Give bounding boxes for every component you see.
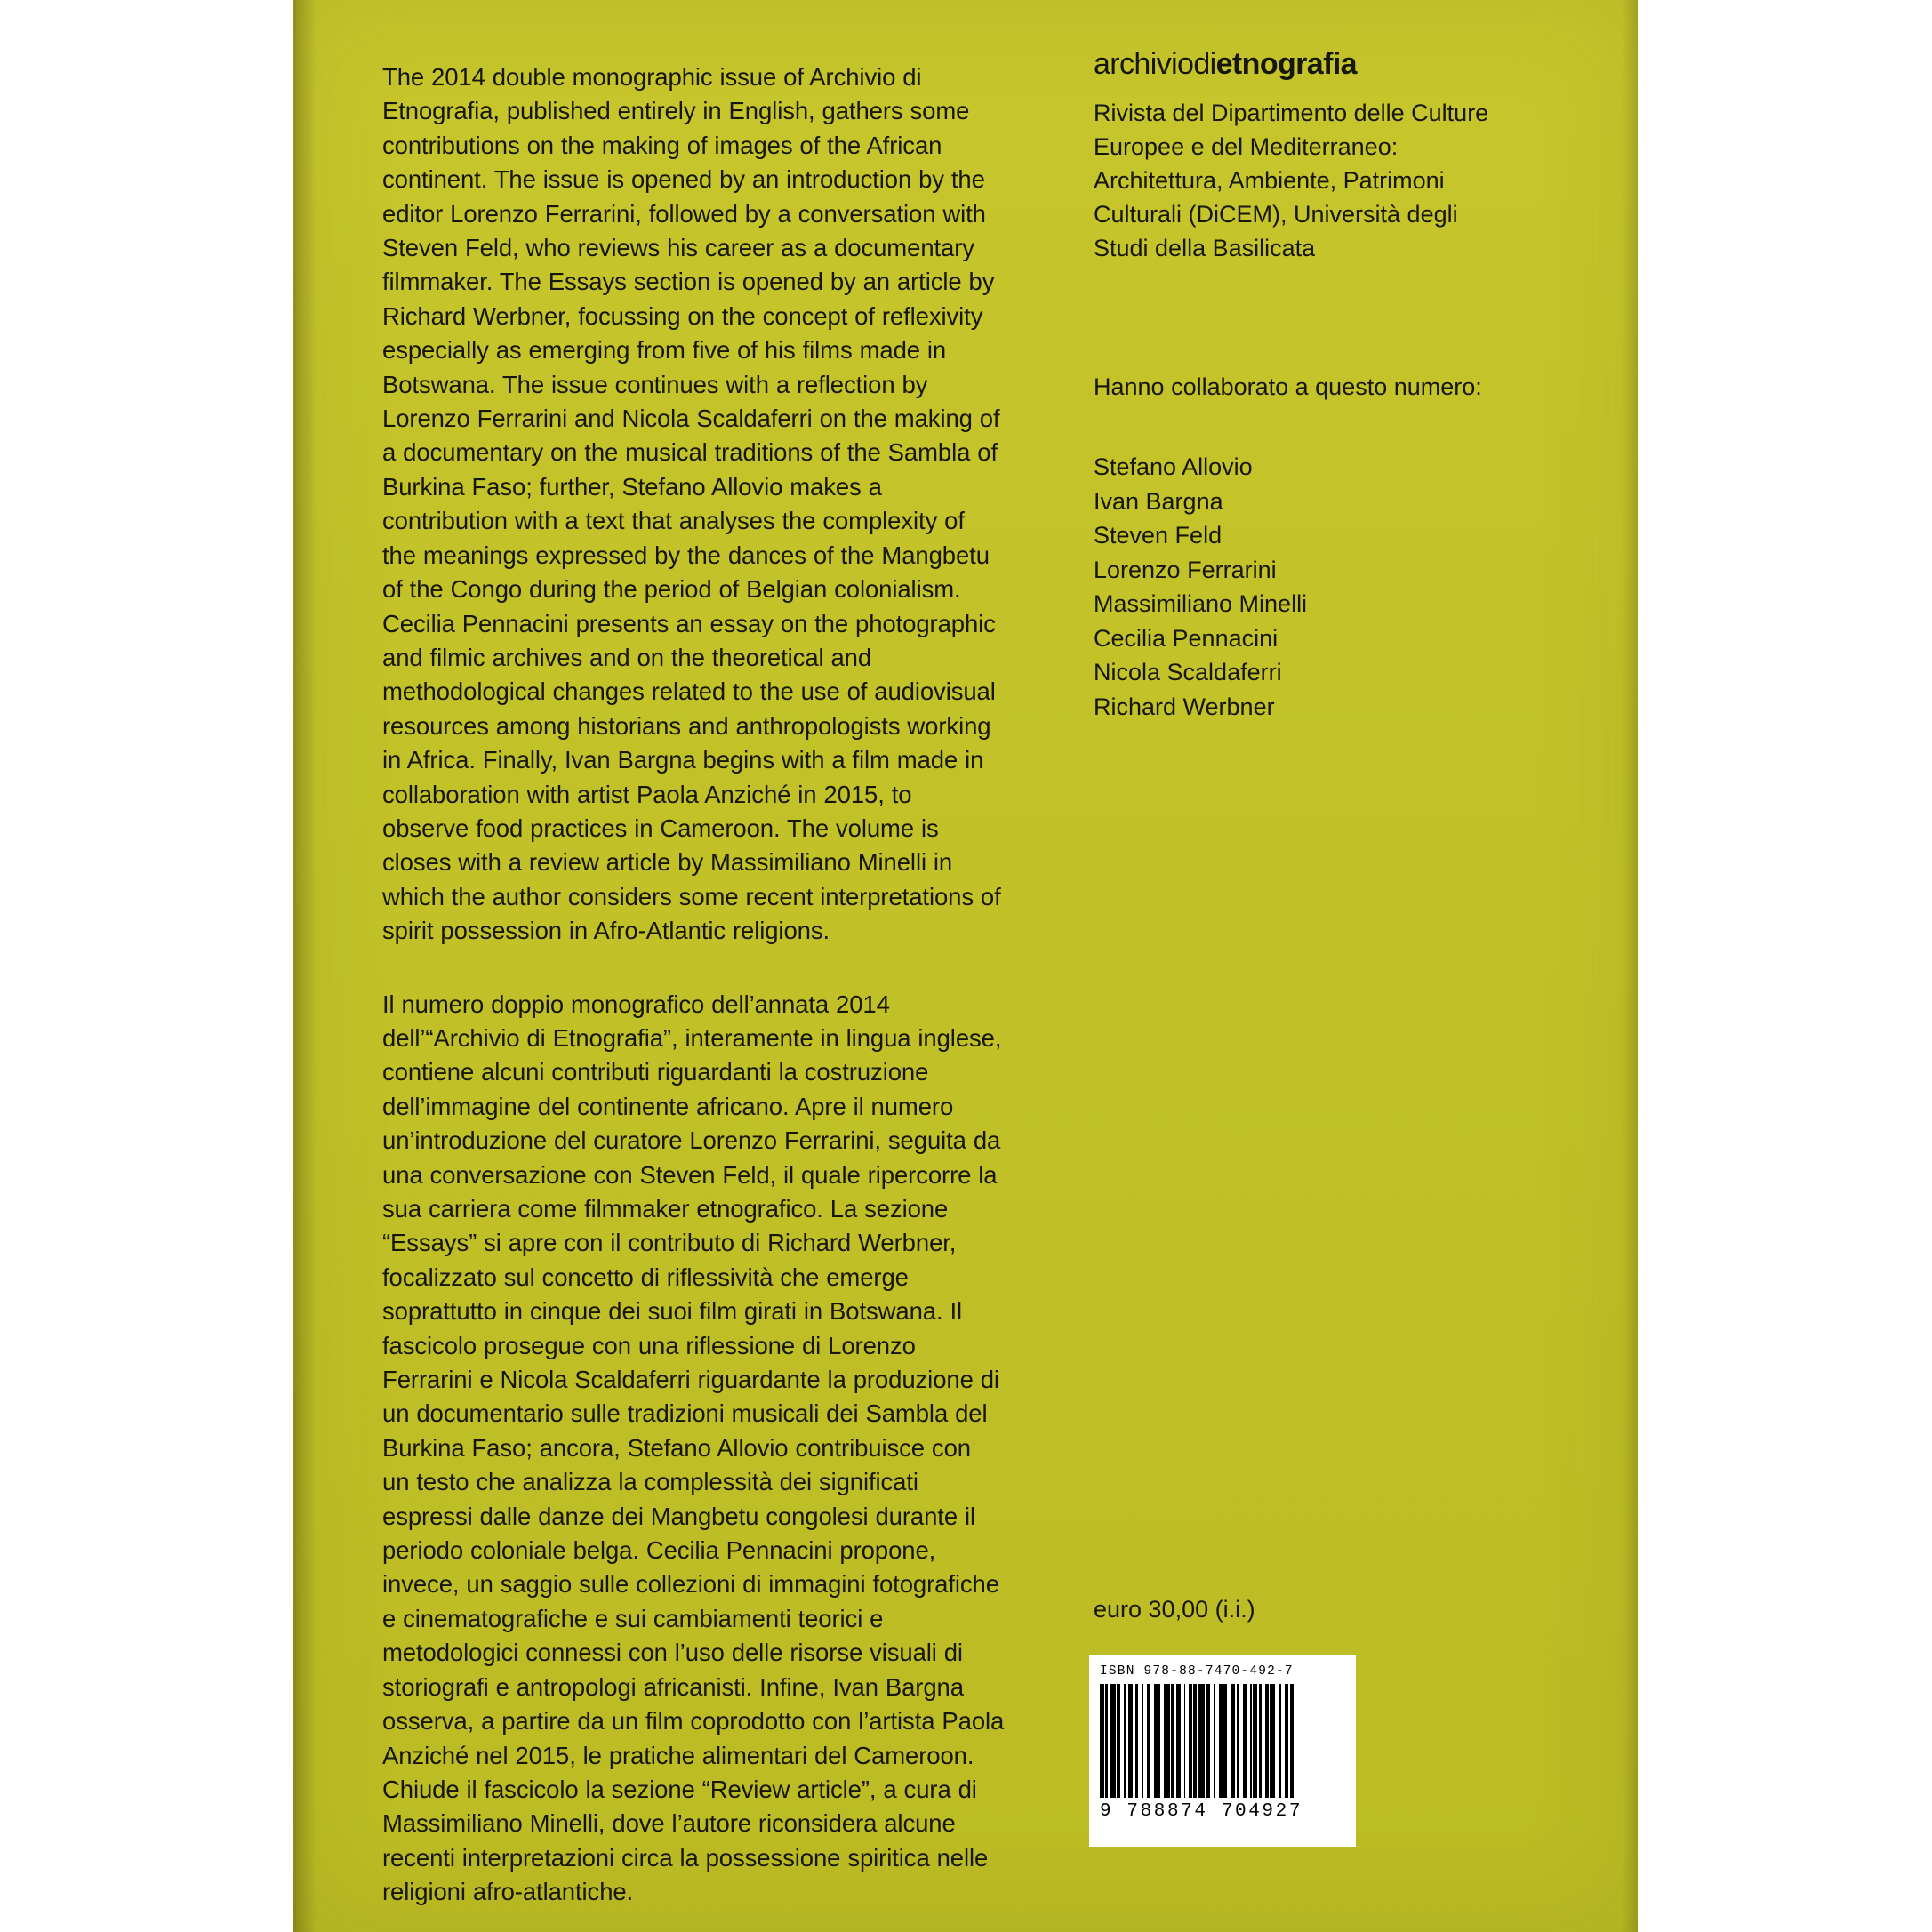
list-item: Steven Feld <box>1094 522 1223 549</box>
blurb-italian: Il numero doppio monografico dell’annata 2014 dell’“Archivio di Etnografia”, interamente in lingua inglese, contiene alcuni contributi riguardanti la costruzione dell’immagine del continente africano. Apre il numero un’introduzione del curatore Lorenzo Ferrarini, seguita da una conversazione con Steven Feld, il quale ripercorre la sua carriera come filmmaker etnografico. La sezione “Essays” si apre con il contributo di Richard Werbner, focalizzato sul concetto di riflessività che emerge soprattutto in cinque dei suoi film girati in Botswana. Il fascicolo prosegue con una riflessione di Lorenzo Ferrarini e Nicola Scaldaferri riguardante la produzione di un documentario sulle tradizioni musicali dei Sambla del Burkina Faso; ancora, Stefano Allovio contribuisce con un testo che analizza la complessità dei significati espressi dalle danze dei Mangbetu congolesi durante il periodo coloniale belga. Cecilia Pennacini propone, invece, un saggio sulle collezioni di immagini fotografiche e cinematografiche e sui cambiamenti teorici e metodologici connessi con l’uso delle risorse visuali di storiografi e antropologi africanisti. Infine, Ivan Bargna osserva, a partire da un film coprodotto con l’artista Paola Anziché nel 2015, le pratiche alimentari del Cameroon. Chiude il fascicolo la sezione “Review article”, a cura di Massimiliano Minelli, dove l’autore riconsidera alcune recenti interpretazioni circa la possessione spiritica nelle religioni afro-atlantiche. <box>382 990 1005 1906</box>
contributors-list <box>1094 450 1511 724</box>
imprint-text: Rivista del Dipartimento delle Culture Europee e del Mediterraneo: Architettura, Ambiente, Patrimoni Culturali (DiCEM), Università degli Studi della Basilicata <box>1094 100 1489 261</box>
contributors-heading: Hanno collaborato a questo numero: <box>1094 373 1482 400</box>
ean-digits: 9 788874 704927 <box>1100 1801 1303 1822</box>
barcode-bars <box>1100 1684 1347 1798</box>
list-item: Nicola Scaldaferri <box>1094 659 1282 685</box>
blurb-column <box>382 60 1005 1910</box>
list-item: Stefano Allovio <box>1094 453 1253 480</box>
list-item: Cecilia Pennacini <box>1094 624 1279 652</box>
list-item: Ivan Bargna <box>1094 487 1223 515</box>
list-item: Massimiliano Minelli <box>1094 590 1308 617</box>
brand-bold-text: etnografia <box>1215 47 1357 81</box>
isbn-text: ISBN 978-88-7470-492-7 <box>1100 1664 1294 1679</box>
price-label: euro 30,00 (i.i.) <box>1094 1596 1255 1623</box>
brand-light-text: archiviodi <box>1094 47 1216 81</box>
list-item: Richard Werbner <box>1094 693 1275 720</box>
book-back-cover <box>293 0 1638 1932</box>
blurb-english: The 2014 double monographic issue of Archivio di Etnografia, published entirely in English, gathers some contributions on the making of images of the African continent. The issue is opened by an introduction by the editor Lorenzo Ferrarini, followed by a conversation with Steven Feld, who reviews his career as a documentary filmmaker. The Essays section is opened by an article by Richard Werbner, focussing on the concept of reflexivity especially as emerging from five of his films made in Botswana. The issue continues with a reflection by Lorenzo Ferrarini and Nicola Scaldaferri on the making of a documentary on the musical traditions of the Sambla of Burkina Faso; further, Stefano Allovio makes a contribution with a text that analyses the complexity of the meanings expressed by the dances of the Mangbetu of the Congo during the period of Belgian colonialism. Cecilia Pennacini presents an essay on the photographic and filmic archives and on the theoretical and methodological changes related to the use of audiovisual resources among historians and anthropologists working in Africa. Finally, Ivan Bargna begins with a film made in collaboration with artist Paola Anziché in 2015, to observe food practices in Cameroon. The volume is closes with a review article by Massimiliano Minelli in which the author considers some recent interpretations of spirit possession in Afro-Atlantic religions. <box>382 63 1001 945</box>
journal-masthead <box>1094 46 1511 82</box>
publisher-column <box>1094 46 1511 748</box>
list-item: Lorenzo Ferrarini <box>1094 556 1277 583</box>
barcode <box>1089 1655 1356 1847</box>
